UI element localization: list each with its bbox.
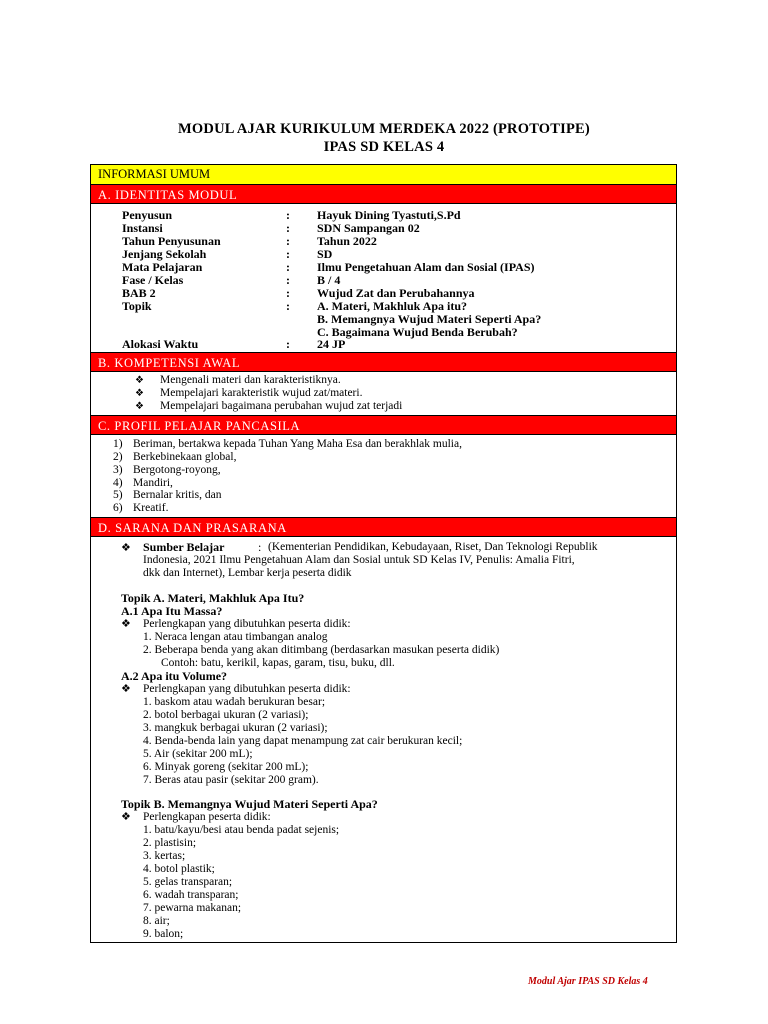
identitas-value: SDN Sampangan 02 [317, 221, 420, 235]
list-item: 4. Benda-benda lain yang dapat menampung zat cair berukuran kecil; [143, 735, 463, 747]
list-number: 3) [113, 464, 123, 476]
list-item: 9. balon; [143, 928, 184, 940]
identitas-value: Hayuk Dining Tyastuti,S.Pd [317, 208, 461, 222]
section-d-header: D. SARANA DAN PRASARANA [91, 517, 676, 537]
colon: : [286, 221, 290, 235]
diamond-bullet-icon: ❖ [135, 401, 144, 412]
identitas-label: Penyusun [122, 208, 173, 222]
identitas-label: Mata Pelajaran [122, 260, 203, 274]
module-table [90, 164, 677, 943]
list-item-text: Kreatif. [133, 502, 169, 514]
list-item: 6. wadah transparan; [143, 889, 239, 901]
informasi-umum-header: INFORMASI UMUM [91, 165, 676, 185]
identitas-value: B / 4 [317, 273, 341, 287]
list-item: 7. Beras atau pasir (sekitar 200 gram). [143, 774, 319, 786]
diamond-bullet-icon: ❖ [121, 683, 131, 695]
section-b-header: B. KOMPETENSI AWAL [91, 352, 676, 372]
document-title: MODUL AJAR KURIKULUM MERDEKA 2022 (PROTOTIPE) [178, 121, 590, 137]
list-item-text: Mengenali materi dan karakteristiknya. [160, 374, 341, 386]
list-item: 2. plastisin; [143, 837, 197, 849]
colon: : [286, 208, 290, 222]
sumber-belajar-label: Sumber Belajar [143, 540, 225, 554]
list-item: 5. Air (sekitar 200 mL); [143, 748, 253, 760]
identitas-value: SD [317, 247, 333, 261]
list-item-text: Berkebinekaan global, [133, 451, 237, 463]
sumber-belajar-text: (Kementerian Pendidikan, Kebudayaan, Riset, Dan Teknologi Republik [268, 541, 598, 553]
a1-heading: A.1 Apa Itu Massa? [121, 604, 223, 618]
list-item: 1. batu/kayu/besi atau benda padat sejenis; [143, 824, 340, 836]
diamond-bullet-icon: ❖ [135, 388, 144, 399]
identitas-value: 24 JP [317, 337, 346, 351]
identitas-label: Jenjang Sekolah [122, 247, 207, 261]
colon: : [286, 234, 290, 248]
list-item: 5. gelas transparan; [143, 876, 233, 888]
list-number: 2) [113, 451, 123, 463]
list-item [113, 438, 462, 451]
list-item [113, 502, 169, 515]
identitas-label: BAB 2 [122, 286, 156, 300]
list-item-text: Beriman, bertakwa kepada Tuhan Yang Maha Esa dan berakhlak mulia, [133, 438, 462, 450]
list-item: 3. mangkuk berbagai ukuran (2 variasi); [143, 722, 328, 734]
diamond-bullet-icon: ❖ [121, 618, 131, 630]
colon: : [286, 286, 290, 300]
identitas-value: C. Bagaimana Wujud Benda Berubah? [317, 325, 518, 339]
identitas-label: Instansi [122, 221, 163, 235]
list-item-text: Perlengkapan yang dibutuhkan peserta didik: [143, 683, 351, 695]
topik-a-heading: Topik A. Materi, Makhluk Apa Itu? [121, 591, 305, 605]
contoh-text: Contoh: batu, kerikil, kapas, garam, tisu, buku, dll. [161, 657, 395, 669]
list-item: 4. botol plastik; [143, 863, 215, 875]
diamond-bullet-icon: ❖ [121, 542, 131, 554]
identitas-label: Tahun Penyusunan [122, 234, 221, 248]
list-item: 1. baskom atau wadah berukuran besar; [143, 696, 326, 708]
identitas-label: Topik [122, 299, 152, 313]
section-a-header: A. IDENTITAS MODUL [91, 184, 676, 204]
list-item-text: Mandiri, [133, 477, 173, 489]
list-item-text: Bergotong-royong, [133, 464, 221, 476]
sumber-belajar-text: dkk dan Internet), Lembar kerja peserta didik [143, 567, 352, 579]
identitas-label: Alokasi Waktu [122, 337, 199, 351]
list-item: 3. kertas; [143, 850, 186, 862]
list-number: 6) [113, 502, 123, 514]
identitas-value: Ilmu Pengetahuan Alam dan Sosial (IPAS) [317, 260, 535, 274]
a2-heading: A.2 Apa itu Volume? [121, 669, 228, 683]
section-c-header: C. PROFIL PELAJAR PANCASILA [91, 415, 676, 435]
page-footer: Modul Ajar IPAS SD Kelas 4 [528, 976, 648, 987]
identitas-value: A. Materi, Makhluk Apa itu? [317, 299, 468, 313]
list-item-text: Perlengkapan yang dibutuhkan peserta didik: [143, 618, 351, 630]
list-item [113, 489, 222, 502]
colon: : [286, 273, 290, 287]
list-item [113, 464, 221, 477]
list-item: 1. Neraca lengan atau timbangan analog [143, 631, 328, 643]
colon: : [258, 540, 262, 554]
document-subtitle: IPAS SD KELAS 4 [323, 139, 445, 155]
identitas-label: Fase / Kelas [122, 273, 184, 287]
list-item-text: Mempelajari karakteristik wujud zat/materi. [160, 387, 363, 399]
list-item: 2. Beberapa benda yang akan ditimbang (berdasarkan masukan peserta didik) [143, 644, 500, 656]
list-item-text: Perlengkapan peserta didik: [143, 811, 271, 823]
list-item: 7. pewarna makanan; [143, 902, 242, 914]
identitas-value: Wujud Zat dan Perubahannya [317, 286, 475, 300]
list-item-text: Bernalar kritis, dan [133, 489, 222, 501]
colon: : [286, 247, 290, 261]
identitas-value: B. Memangnya Wujud Materi Seperti Apa? [317, 312, 542, 326]
list-number: 4) [113, 477, 123, 489]
list-number: 5) [113, 489, 123, 501]
colon: : [286, 337, 290, 351]
list-item-text: Mempelajari bagaimana perubahan wujud zat terjadi [160, 400, 403, 412]
list-item: 6. Minyak goreng (sekitar 200 mL); [143, 761, 309, 773]
list-number: 1) [113, 438, 123, 450]
topik-b-heading: Topik B. Memangnya Wujud Materi Seperti Apa? [121, 797, 378, 811]
list-item: 2. botol berbagai ukuran (2 variasi); [143, 709, 309, 721]
colon: : [286, 260, 290, 274]
list-item [113, 451, 237, 464]
diamond-bullet-icon: ❖ [135, 375, 144, 386]
colon: : [286, 299, 290, 313]
list-item: 8. air; [143, 915, 170, 927]
sumber-belajar-text: Indonesia, 2021 Ilmu Pengetahuan Alam dan Sosial untuk SD Kelas IV, Penulis: Amalia Fitri, [143, 554, 575, 566]
diamond-bullet-icon: ❖ [121, 811, 131, 823]
identitas-value: Tahun 2022 [317, 234, 377, 248]
